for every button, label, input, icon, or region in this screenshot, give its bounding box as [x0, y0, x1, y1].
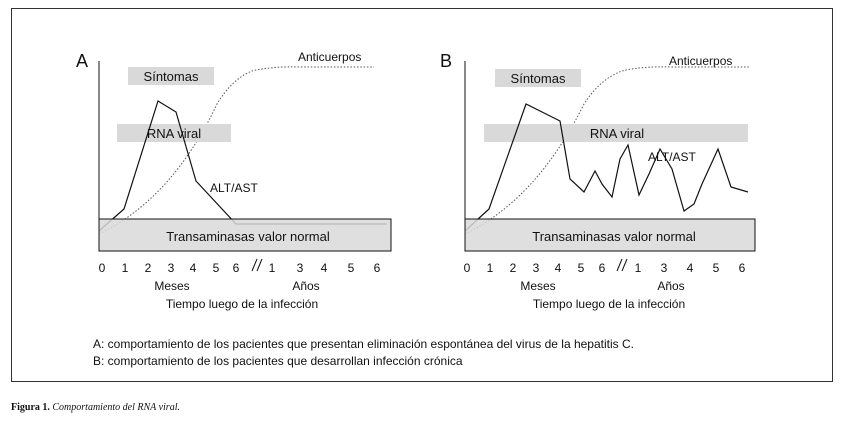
panel-b-tick: 1	[486, 261, 494, 275]
legend-a: A: comportamiento de los pacientes que presentan eliminación espontánea del virus de la hepatitis C.	[93, 337, 634, 351]
panel-a-tick: 1	[121, 261, 129, 275]
panel-b-tick: 1	[634, 261, 642, 275]
panel-a-tick: 5	[212, 261, 220, 275]
panel-a-tick: 3	[167, 261, 175, 275]
panel-b-alt-curve	[465, 104, 748, 231]
panel-b-tick: 3	[532, 261, 540, 275]
panel-a-letter: A	[76, 51, 89, 71]
panel-b-tick: 4	[686, 261, 694, 275]
panel-b-months-label: Meses	[520, 279, 556, 293]
panel-a-tick: 5	[347, 261, 355, 275]
panel-b-years-label: Años	[657, 279, 685, 293]
panel-a-antibodies-curve	[99, 67, 374, 234]
panel-a-rna-label: RNA viral	[146, 126, 202, 141]
panel-a-tick: 2	[144, 261, 152, 275]
panel-b-letter: B	[440, 51, 453, 71]
panel-a-antibodies-label: Anticuerpos	[298, 50, 362, 64]
panel-a-tick: 1	[268, 261, 276, 275]
figure-svg	[12, 9, 834, 383]
panel-b-tick: 3	[660, 261, 668, 275]
panel-b-antibodies-label: Anticuerpos	[669, 54, 733, 68]
panel-b-symptoms-label: Síntomas	[510, 71, 566, 86]
panel-a-tick: 4	[320, 261, 328, 275]
panel-a-normal-label: Transaminasas valor normal	[166, 229, 330, 244]
panel-b-tick: 4	[554, 261, 562, 275]
panel-a	[76, 50, 391, 311]
panel-b-alt-label: ALT/AST	[648, 150, 696, 164]
panel-b-tick: 6	[598, 261, 606, 275]
panel-b-tick: 2	[509, 261, 517, 275]
panel-b-tick: 5	[712, 261, 720, 275]
caption-text: Comportamiento del RNA viral.	[52, 402, 180, 413]
panel-a-tick: 0	[98, 261, 106, 275]
panel-b-rna-label: RNA viral	[589, 126, 645, 141]
panel-a-tick: 6	[232, 261, 240, 275]
panel-b-axis-title: Tiempo luego de la infección	[532, 297, 686, 311]
panel-b-axis-break	[617, 259, 622, 271]
panel-a-tick: 4	[189, 261, 197, 275]
panel-b-tick: 0	[463, 261, 471, 275]
panel-b-normal-label: Transaminasas valor normal	[532, 229, 696, 244]
panel-b-tick: 6	[738, 261, 746, 275]
panel-b-tick: 5	[577, 261, 585, 275]
figure-frame	[11, 8, 833, 382]
panel-b	[440, 51, 755, 311]
panel-b-antibodies-curve	[465, 67, 750, 234]
panel-a-months-label: Meses	[154, 279, 190, 293]
figure-caption	[11, 402, 180, 413]
panel-a-alt-curve	[99, 101, 387, 231]
caption-label: Figura 1.	[11, 402, 50, 413]
panel-a-axis-break	[252, 259, 257, 271]
panel-a-symptoms-label: Síntomas	[143, 69, 199, 84]
panel-a-axis-title: Tiempo luego de la infección	[165, 297, 319, 311]
panel-a-tick: 3	[296, 261, 304, 275]
panel-a-alt-label: ALT/AST	[210, 181, 258, 195]
legend-b: B: comportamiento de los pacientes que desarrollan infección crónica	[93, 354, 463, 368]
panel-a-years-label: Años	[292, 279, 320, 293]
panel-a-tick: 6	[373, 261, 381, 275]
